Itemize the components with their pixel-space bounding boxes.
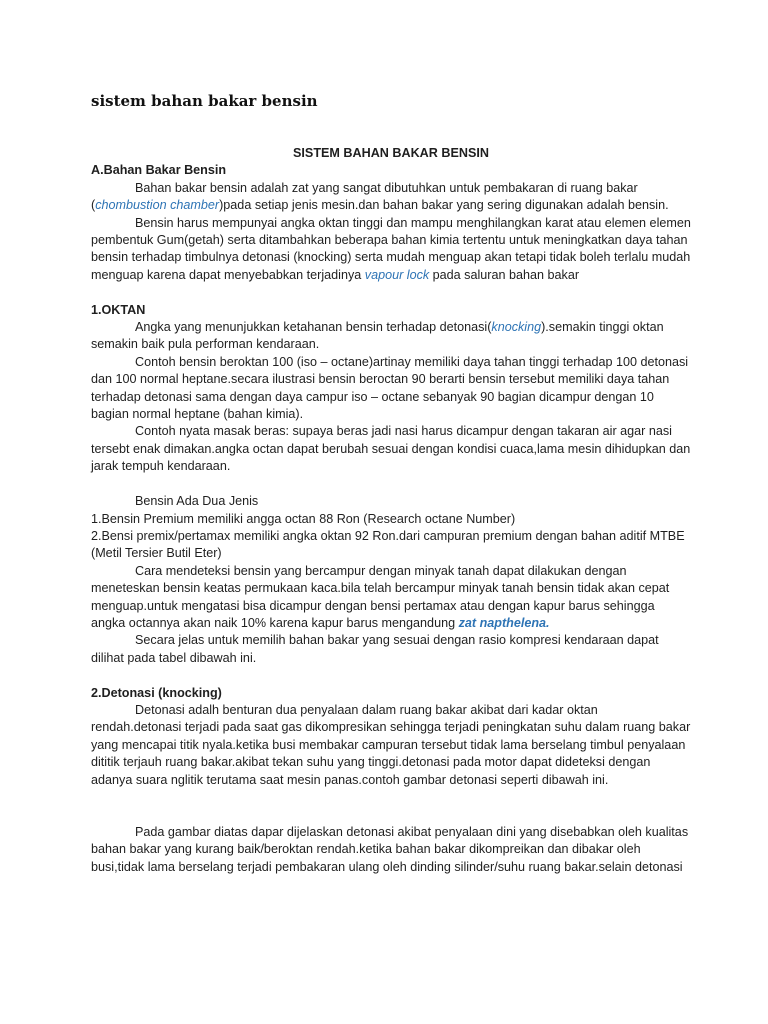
fuel-type-2: 2.Bensi premix/pertamax memiliki angka oktan 92 Ron.dari campuran premium dengan bahan aditif MTBE (Metil Tersier Butil Eter) [91, 528, 685, 561]
main-heading: SISTEM BAHAN BAKAR BENSIN [293, 146, 489, 160]
section-1-paragraph-1 [91, 319, 691, 354]
section-a-paragraph-1 [91, 180, 691, 215]
document-body [91, 145, 691, 876]
term-vapour-lock: vapour lock [364, 267, 430, 282]
section-a-title: A.Bahan Bakar Bensin [91, 163, 227, 178]
section-1-paragraph-2: Contoh bensin beroktan 100 (iso – octane)artinay memiliki daya tahan tinggi terhadap 100 detonasi dan 100 normal heptane.secara ilustrasi bensin beroctan 90 berarti bensin tersebut memiliki daya tahan terhadap detonasi sama dengan daya campur iso – octane sebanyak 90 bagian dicampur dengan 10 bagian normal heptane (bahan kimia). [91, 354, 689, 422]
fuel-type-1: 1.Bensin Premium memiliki angga octan 88 Ron (Research octane Number) [91, 511, 516, 526]
section-a-paragraph-2 [91, 215, 691, 285]
section-2-paragraph-1: Detonasi adalh benturan dua penyalaan dalam ruang bakar akibat dari kadar oktan rendah.detonasi terjadi pada saat gas dikompresikan sehingga terjadi peningkatan suhu dalam ruang bakar yang mencapai titik nyala.ketika busi membakar campuran tersebut tidak lama berselang timbul penyalaan dititik terjauh ruang bakar.akibat tekan suhu yang tinggi.detonasi pada motor dapat dideteksi dengan adanya suara nglitik terutama saat mesin panas.contoh gambar detonasi seperti dibawah ini. [91, 702, 691, 787]
section-2-paragraph-2: Pada gambar diatas dapar dijelaskan detonasi akibat penyalaan dini yang disebabkan oleh kualitas bahan bakar yang kurang baik/beroktan rendah.ketika bahan bakar dikompreikan dan dibakar oleh busi,tidak lama berselang terjadi pembakaran ulang oleh dinding silinder/suhu ruang bakar.selain detonasi [91, 824, 689, 874]
text-run: )pada setiap jenis mesin.dan bahan bakar yang sering digunakan adalah bensin. [219, 198, 669, 213]
section-2-title: 2.Detonasi (knocking) [91, 685, 222, 700]
section-1-paragraph-3: Contoh nyata masak beras: supaya beras jadi nasi harus dicampur dengan takaran air agar nasi tersebt enak dimakan.angka octan dapat berubah sesuai dengan kondisi cuaca,lama mesin dihidupkan dan jarak tempuh kendaraan. [91, 424, 691, 474]
text-run: Bensin harus mempunyai angka oktan tinggi dan mampu menghilangkan karat atau elemen elemen pembentuk Gum(getah) serta ditambahkan beberapa bahan kimia tertentu untuk meningkatkan daya tahan bensin terhadap timbulnya detonasi (knocking) serta mudah menguap akan tetapi tidak boleh terlalu mudah menguap karena dapat menyebabkan terjadinya [91, 215, 691, 282]
text-run: pada saluran bahan bakar [429, 267, 580, 282]
term-knocking: knocking [491, 320, 542, 335]
fuel-types-label: Bensin Ada Dua Jenis [135, 494, 259, 509]
section-1-paragraph-5: Secara jelas untuk memilih bahan bakar yang sesuai dengan rasio kompresi kendaraan dapat dilihat pada tabel dibawah ini. [91, 633, 659, 665]
document-title: sistem bahan bakar bensin [91, 92, 318, 110]
term-zat-napthelena: zat napthelena. [458, 615, 550, 630]
text-run: ).semakin tinggi oktan semakin baik pula performan kendaraan. [91, 320, 664, 352]
text-run: Angka yang menunjukkan ketahanan bensin terhadap detonasi( [135, 320, 492, 335]
section-1-paragraph-4 [91, 563, 691, 633]
text-run: Bahan bakar bensin adalah zat yang sangat dibutuhkan untuk pembakaran di ruang bakar ( [91, 180, 638, 213]
term-chombustion-chamber: chombustion chamber [95, 198, 220, 213]
text-run: Cara mendeteksi bensin yang bercampur dengan minyak tanah dapat dilakukan dengan meneteskan bensin keatas permukaan kaca.bila telah bercampur minyak tanah bensin tidak akan cepat menguap.untuk mengatasi bisa dicampur dengan bensi pertamax atau dengan kapur barus sehingga angka octannya akan naik 10% karena kapur barus mengandung [91, 563, 670, 630]
section-1-title: 1.OKTAN [91, 302, 146, 317]
